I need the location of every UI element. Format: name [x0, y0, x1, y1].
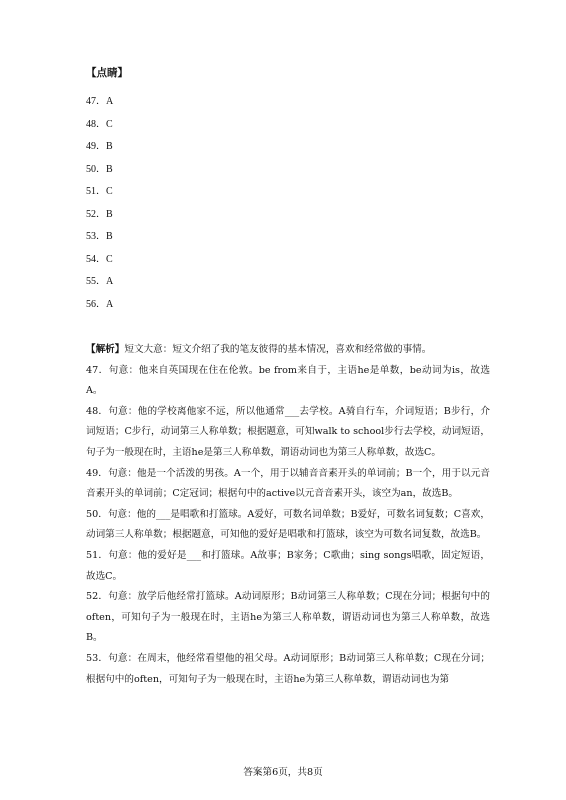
answer-item: 52．B: [86, 208, 113, 220]
analysis-item: 51．句意：他的爱好是___和打篮球。A故事；B家务；C歌曲；sing songs唱歌，固定短语，故选C。: [86, 549, 490, 582]
answer-item: 54．C: [86, 253, 113, 265]
answer-item: 49．B: [86, 141, 113, 152]
answer-item: 50．B: [86, 163, 113, 175]
analysis-tag: 【解析】: [86, 344, 125, 355]
analysis-item: 50．句意：他的___是唱歌和打篮球。A爱好，可数名词单数；B爱好，可数名词复数；C喜欢，动词第三人称单数；根据题意，可知他的爱好是唱歌和打篮球，该空为可数名词复数，故选B。: [86, 508, 490, 541]
answer-item: 51．C: [86, 186, 113, 197]
analysis-item: 48．句意：他的学校离他家不远，所以他通常___去学校。A骑自行车，介词短语；B步行，介词短语；C步行，动词第三人称单数；根据题意，可知walk to school步行去学校，动词短语，句子为一般现在时，主语he是第三人称单数，谓语动词也为第三人称单数，故选C。: [86, 405, 490, 458]
answer-item: 56．A: [86, 298, 114, 310]
answer-item: 47．A: [86, 96, 114, 107]
analysis-item: 53．句意：在周末，他经常看望他的祖父母。A动词原形；B动词第三人称单数；C现在分词；根据句中的often，可知句子为一般现在时，主语he为第三人称单数，谓语动词也为第: [86, 652, 490, 685]
section-heading: 【点睛】: [86, 67, 128, 79]
answer-item: 53．B: [86, 231, 113, 242]
page-footer: 答案第6页，共8页: [243, 767, 323, 778]
answer-list: [86, 95, 506, 320]
analysis-item: 49．句意：他是一个活泼的男孩。A一个，用于以辅音音素开头的单词前；B一个，用于以元音音素开头的单词前；C定冠词；根据句中的active以元音音素开头，该空为an，故选B。: [86, 467, 490, 500]
analysis-section: [86, 340, 490, 690]
analysis-item: 47．句意：他来自英国现在住在伦敦。be from来自于，主语he是单数，be动词为is，故选A。: [86, 364, 490, 397]
analysis-summary: [86, 340, 490, 361]
analysis-summary-text: 短文大意：短文介绍了我的笔友彼得的基本情况，喜欢和经常做的事情。: [124, 344, 432, 355]
analysis-item: 52．句意：放学后他经常打篮球。A动词原形；B动词第三人称单数；C现在分词；根据句中的often，可知句子为一般现在时，主语he为第三人称单数，谓语动词也为第三人称单数，故选B。: [86, 591, 490, 644]
answer-item: 48．C: [86, 118, 113, 130]
answer-item: 55．A: [86, 276, 114, 287]
